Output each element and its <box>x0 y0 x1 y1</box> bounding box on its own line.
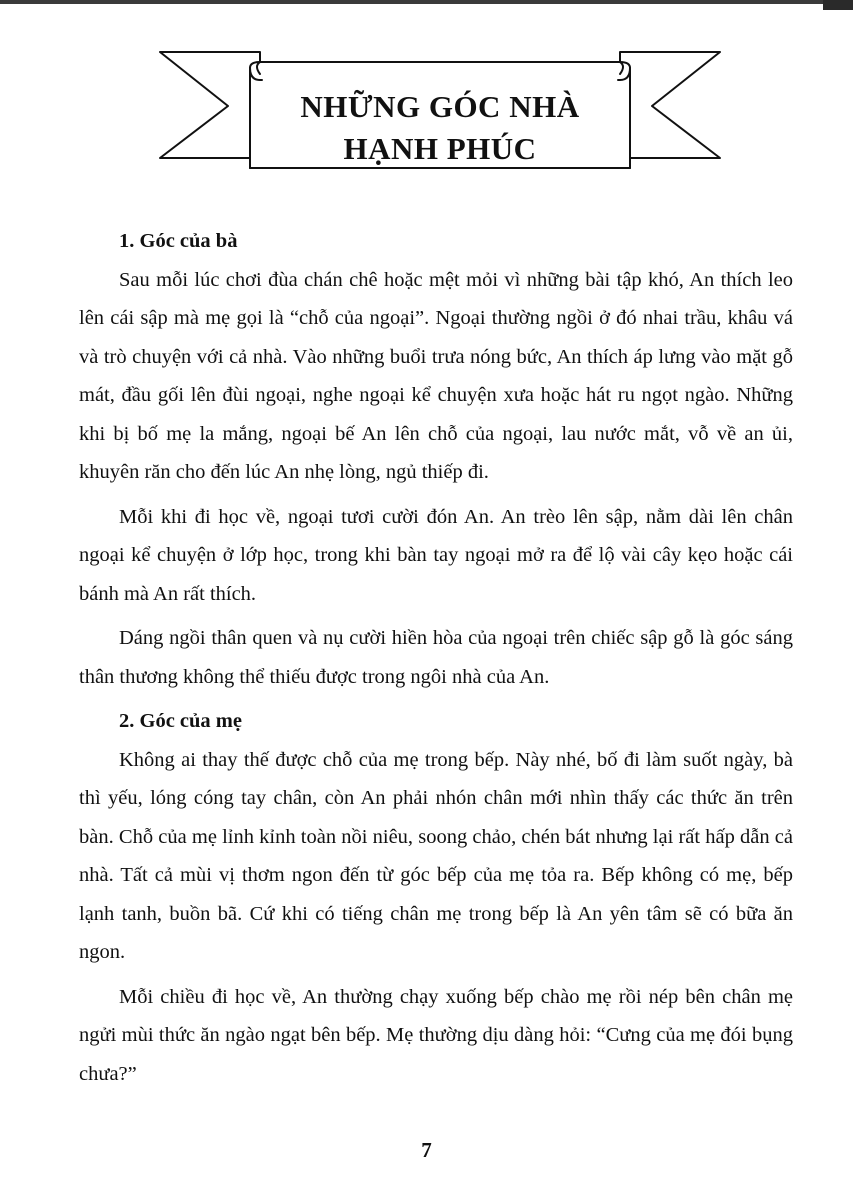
title-banner <box>150 40 730 200</box>
section-goc-cua-ba <box>79 222 793 696</box>
page-number: 7 <box>421 1138 432 1162</box>
article-body <box>79 222 793 1099</box>
paragraph: Không ai thay thế được chỗ của mẹ trong bếp. Này nhé, bố đi làm suốt ngày, bà thì yếu, lóng cóng tay chân, còn An phải nhón chân mới nhìn thấy các thức ăn trên bàn. Chỗ của mẹ lỉnh kỉnh toàn nồi niêu, soong chảo, chén bát nhưng lại rất hấp dẫn cả nhà. Tất cả mùi vị thơm ngon đến từ góc bếp của mẹ tỏa ra. Bếp không có mẹ, bếp lạnh tanh, buồn bã. Cứ khi có tiếng chân mẹ trong bếp là An yên tâm sẽ có bữa ăn ngon. <box>79 748 793 963</box>
paragraph: Dáng ngồi thân quen và nụ cười hiền hòa của ngoại trên chiếc sập gỗ là góc sáng thân thương không thể thiếu được trong ngôi nhà của An. <box>79 627 793 688</box>
page-top-edge <box>0 0 853 4</box>
page-top-corner-mark <box>823 0 853 10</box>
paragraph: Sau mỗi lúc chơi đùa chán chê hoặc mệt mỏi vì những bài tập khó, An thích leo lên cái sập mà mẹ gọi là “chỗ của ngoại”. Ngoại thường ngồi ở đó nhai trầu, khâu vá và trò chuyện với cả nhà. Vào những buổi trưa nóng bức, An thích áp lưng vào mặt gỗ mát, đầu gối lên đùi ngoại, nghe ngoại kể chuyện xưa hoặc hát ru ngọt ngào. Những khi bị bố mẹ la mắng, ngoại bế An lên chỗ của ngoại, lau nước mắt, vỗ về an ủi, khuyên răn cho đến lúc An nhẹ lòng, ngủ thiếp đi. <box>79 268 793 483</box>
section-heading: 2. Góc của mẹ <box>119 710 242 732</box>
section-heading: 1. Góc của bà <box>119 230 238 252</box>
paragraph: Mỗi chiều đi học về, An thường chạy xuống bếp chào mẹ rồi nép bên chân mẹ ngửi mùi thức ăn ngào ngạt bên bếp. Mẹ thường dịu dàng hỏi: “Cưng của mẹ đói bụng chưa?” <box>79 985 793 1085</box>
paragraph: Mỗi khi đi học về, ngoại tươi cười đón An. An trèo lên sập, nằm dài lên chân ngoại kể chuyện ở lớp học, trong khi bàn tay ngoại mở ra để lộ vài cây kẹo hoặc cái bánh mà An rất thích. <box>79 505 793 605</box>
page-title-line-2: HẠNH PHÚC <box>343 131 537 166</box>
page-title-line-1: NHỮNG GÓC NHÀ <box>300 89 580 124</box>
section-goc-cua-me <box>79 702 793 1093</box>
page-title <box>260 86 620 170</box>
